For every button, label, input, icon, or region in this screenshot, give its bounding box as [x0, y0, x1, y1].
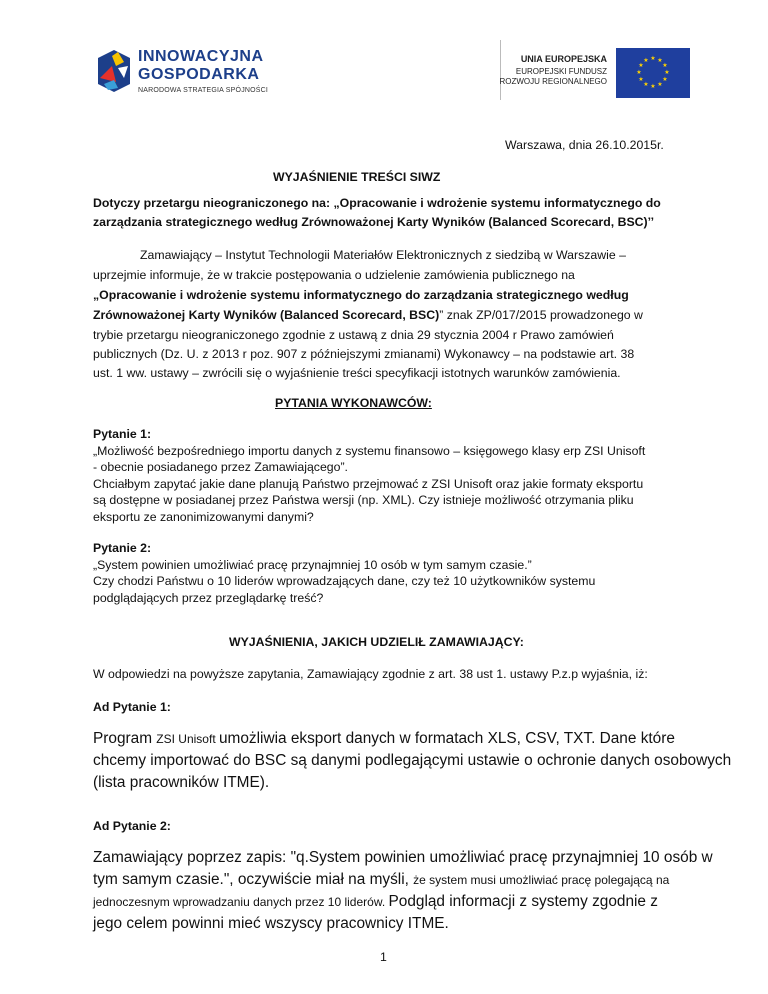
svg-text:★: ★ [638, 62, 644, 69]
eu-flag-icon [616, 48, 690, 98]
question-1-line-3: Chciałbym zapytać jakie dane planują Państwo przejmować z ZSI Unisoft oraz jakie formaty eksportu [93, 477, 644, 491]
svg-text:★: ★ [664, 69, 670, 76]
questions-heading: PYTANIA WYKONAWCÓW: [275, 396, 432, 410]
logo-right-line1: UNIA EUROPEJSKA [520, 54, 607, 64]
intro-line-6: publicznych (Dz. U. z 2013 r poz. 907 z późniejszymi zmianami) Wykonawcy – na podstawie art. 38 [93, 347, 635, 361]
intro-line-3: „Opracowanie i wdrożenie systemu informatycznego do zarządzania strategicznego według [93, 288, 629, 302]
intro-line-5: trybie przetargu nieograniczonego zgodnie z ustawą z dnia 29 stycznia 2004 r Prawo zamówień [93, 328, 614, 342]
answers-intro: W odpowiedzi na powyższe zapytania, Zamawiający zgodnie z art. 38 ust 1. ustawy P.z.p wyjaśnia, iż: [93, 667, 648, 681]
svg-text:★: ★ [636, 69, 642, 76]
intro-line-2: uprzejmie informuje, że w trakcie postępowania o udzielenie zamówienia publicznego na [93, 268, 575, 282]
answer-1-line-2: chcemy importować do BSC są danymi podlegającymi ustawie o ochronie danych osobowych [93, 752, 732, 769]
question-1-label: Pytanie 1: [93, 427, 152, 441]
question-1-line-1: „Możliwość bezpośredniego importu danych z systemu finansowo – księgowego klasy erp ZSI Unisoft [93, 444, 646, 458]
svg-text:★: ★ [657, 81, 663, 88]
intro-line-4-rest: ” znak ZP/017/2015 prowadzonego w [439, 308, 643, 322]
svg-text:★: ★ [638, 76, 644, 83]
question-2-line-3: podglądających przez przeglądarkę treść? [93, 591, 324, 605]
date-line: Warszawa, dnia 26.10.2015r. [505, 138, 664, 152]
logo-left-line1: INNOWACYJNA [138, 48, 264, 65]
intro-line-1: Zamawiający – Instytut Technologii Materiałów Elektronicznych z siedzibą w Warszawie – [140, 248, 626, 262]
subject-line-1: Dotyczy przetargu nieograniczonego na: „Opracowanie i wdrożenie systemu informatycznego do [93, 196, 661, 210]
answer-2-line-2-b: że system musi umożliwiać pracę polegającą na [413, 873, 670, 887]
svg-text:★: ★ [650, 83, 656, 90]
svg-text:★: ★ [650, 55, 656, 62]
answer-1-line-1-a: Program [93, 730, 157, 747]
svg-text:★: ★ [662, 62, 668, 69]
answer-2-line-4: jego celem powinni mieć wszyscy pracownicy ITME. [93, 915, 449, 932]
answer-2-line-3-a: jednoczesnym wprowadzaniu danych przez 10 liderów. [93, 895, 389, 909]
innowacyjna-gospodarka-logo [94, 46, 269, 102]
header-divider [500, 40, 501, 100]
question-2-label: Pytanie 2: [93, 541, 152, 555]
logo-right-line3: ROZWOJU REGIONALNEGO [499, 77, 607, 86]
answers-heading: WYJAŚNIENIA, JAKICH UDZIELIŁ ZAMAWIAJĄCY: [229, 635, 524, 649]
question-1-line-2: - obecnie posiadanego przez Zamawiającego”. [93, 460, 348, 474]
answer-2-line-1: Zamawiający poprzez zapis: "q.System powinien umożliwiać pracę przynajmniej 10 osób w [93, 849, 713, 866]
answer-1-line-1-b: ZSI Unisoft [156, 732, 219, 746]
subject-line-2: zarządzania strategicznego według Zrównoważonej Karty Wyników (Balanced Scorecard, BSC)’’ [93, 215, 654, 229]
answer-2-line-3 [93, 891, 658, 913]
logo-left-line3: NARODOWA STRATEGIA SPÓJNOŚCI [138, 87, 269, 94]
question-2-line-1: „System powinien umożliwiać pracę przynajmniej 10 osób w tym samym czasie.” [93, 558, 532, 572]
answer-2-line-2-a: tym samym czasie.", oczywiście miał na myśli, [93, 871, 414, 888]
answer-2-label: Ad Pytanie 2: [93, 819, 171, 833]
svg-text:★: ★ [643, 81, 649, 88]
intro-line-4 [93, 306, 643, 326]
intro-line-7: ust. 1 ww. ustawy – zwrócili się o wyjaśnienie treści specyfikacji istotnych warunków zamówienia. [93, 366, 621, 380]
answer-1-label: Ad Pytanie 1: [93, 700, 171, 714]
svg-text:★: ★ [662, 76, 668, 83]
question-1-line-5: eksportu ze zanonimizowanymi danymi? [93, 510, 314, 524]
question-1-line-4: są dostępne w posiadanej przez Państwa wersji (np. XML). Czy istnieje możliwość otrzymania pliku [93, 493, 634, 507]
intro-line-4-bold: Zrównoważonej Karty Wyników (Balanced Scorecard, BSC) [93, 308, 440, 322]
answer-1-line-1 [93, 728, 675, 750]
document-title: WYJAŚNIENIE TREŚCI SIWZ [273, 170, 441, 184]
question-2-line-2: Czy chodzi Państwu o 10 liderów wprowadzających dane, czy też 10 użytkowników systemu [93, 574, 596, 588]
unia-europejska-logo [499, 48, 690, 98]
svg-text:★: ★ [643, 57, 649, 64]
answer-2-line-3-b: Podgląd informacji z systemy zgodnie z [388, 893, 658, 910]
answer-2-line-2 [93, 869, 669, 891]
answer-1-line-3: (lista pracowników ITME). [93, 774, 270, 791]
innowacyjna-gospodarka-mark-icon [94, 48, 132, 94]
answer-1-line-1-c: umożliwia eksport danych w formatach XLS, CSV, TXT. Dane które [218, 730, 675, 747]
page-number: 1 [380, 950, 387, 964]
logo-right-line2: EUROPEJSKI FUNDUSZ [515, 67, 607, 76]
svg-text:★: ★ [657, 57, 663, 64]
logo-left-line2: GOSPODARKA [138, 66, 260, 83]
